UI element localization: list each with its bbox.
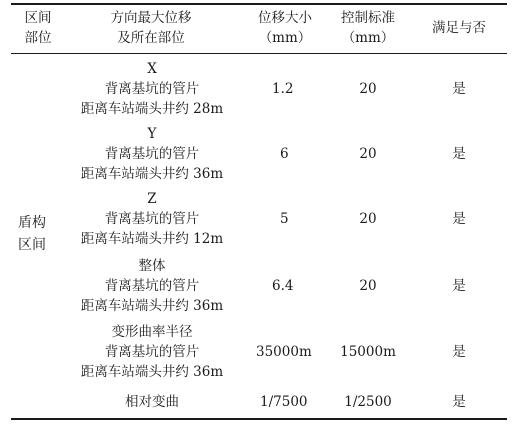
row-x-distance: 距离车站端头井约 28m — [80, 101, 224, 117]
row-curvature-axis: 变形曲率半径 — [111, 324, 193, 340]
row-overall-distance: 距离车站端头井约 36m — [80, 298, 224, 314]
row-x-location: 背离基坑的管片 — [104, 81, 200, 97]
row-x-axis: X — [147, 61, 157, 77]
row-overall-displacement: 6.4 — [272, 278, 294, 294]
row-y-distance: 距离车站端头井约 36m — [80, 166, 224, 182]
row-y-displacement: 6 — [280, 146, 289, 162]
row-y-standard: 20 — [359, 146, 377, 162]
table-row-z-direction — [64, 189, 240, 249]
header-direction-line1: 方向最大位移 — [110, 10, 192, 26]
row-overall-standard: 20 — [359, 278, 377, 294]
row-curvature-displacement: 35000m — [256, 344, 312, 360]
row-z-location: 背离基坑的管片 — [104, 211, 200, 227]
header-displacement-line2: （mm） — [258, 30, 312, 46]
header-satisfied — [420, 18, 498, 38]
row-y-satisfied: 是 — [452, 146, 466, 162]
header-region-line1: 区间 — [24, 10, 52, 26]
row-x-satisfied: 是 — [452, 81, 466, 97]
table-header-rule — [11, 53, 507, 54]
row-curvature-location: 背离基坑的管片 — [104, 344, 200, 360]
table-row-x-direction — [64, 59, 240, 119]
row-x-standard: 20 — [359, 81, 377, 97]
row-z-satisfied: 是 — [452, 211, 466, 227]
row-curvature-standard: 15000m — [340, 344, 396, 360]
header-standard-line1: 控制标准 — [341, 10, 395, 26]
table-row-curvature-direction — [64, 322, 240, 382]
header-standard-line2: （mm） — [341, 30, 395, 46]
header-displacement — [245, 8, 325, 48]
row-z-distance: 距离车站端头井约 12m — [80, 231, 224, 247]
row-y-location: 背离基坑的管片 — [104, 146, 200, 162]
row-curvature-satisfied: 是 — [452, 344, 466, 360]
section-label — [18, 212, 46, 256]
header-standard — [328, 8, 408, 48]
row-relative-satisfied: 是 — [452, 394, 466, 410]
row-curvature-distance: 距离车站端头井约 36m — [80, 364, 224, 380]
table-row-relative-direction — [64, 392, 240, 412]
table-row-y-direction — [64, 124, 240, 184]
row-z-standard: 20 — [359, 211, 377, 227]
row-relative-standard: 1/2500 — [344, 394, 392, 410]
row-overall-axis: 整体 — [138, 258, 166, 274]
row-x-displacement: 1.2 — [272, 81, 294, 97]
table-top-rule — [11, 3, 507, 5]
header-direction — [80, 8, 222, 48]
table-bottom-rule — [11, 418, 507, 420]
row-relative-displacement: 1/7500 — [260, 394, 308, 410]
row-z-axis: Z — [147, 191, 157, 207]
header-direction-line2: 及所在部位 — [117, 30, 185, 46]
section-label-line2: 区间 — [18, 237, 46, 253]
section-label-line1: 盾构 — [18, 215, 46, 231]
row-relative-axis: 相对变曲 — [125, 394, 179, 410]
row-z-displacement: 5 — [280, 211, 289, 227]
header-region — [18, 8, 58, 48]
row-y-axis: Y — [147, 126, 157, 142]
header-region-line2: 部位 — [24, 30, 52, 46]
header-displacement-line1: 位移大小 — [258, 10, 312, 26]
row-overall-location: 背离基坑的管片 — [104, 278, 200, 294]
row-overall-satisfied: 是 — [452, 278, 466, 294]
table-row-overall-direction — [64, 256, 240, 316]
header-satisfied-label: 满足与否 — [432, 20, 486, 36]
